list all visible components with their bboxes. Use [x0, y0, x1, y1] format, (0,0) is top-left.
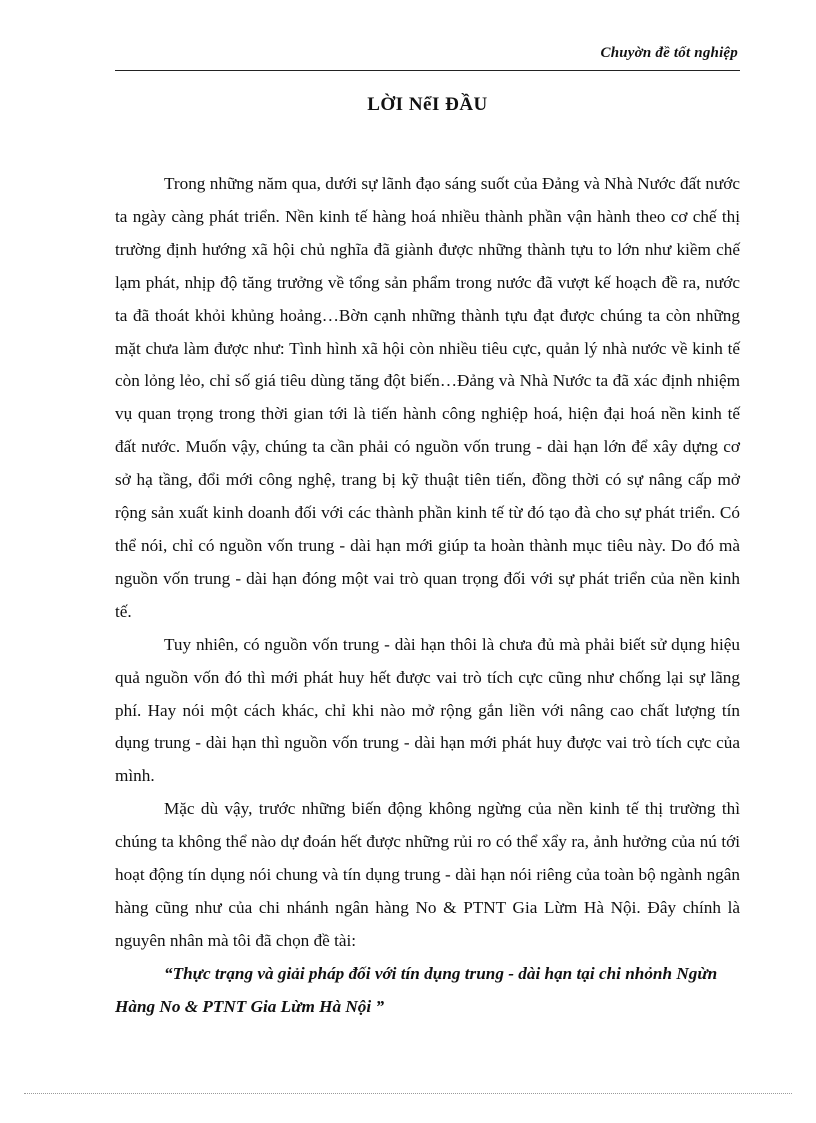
- page-title: LỜI NểI ĐẦU: [367, 94, 488, 115]
- thesis-title: “Thực trạng và giải pháp đối với tín dụng trung - dài hạn tại chi nhỏnh Ngừn Hàng No & PTNT Gia Lừm Hà Nội ”: [115, 963, 718, 1016]
- footer-divider: [24, 1093, 792, 1094]
- document-body: [115, 168, 740, 1024]
- paragraph-2: Tuy nhiên, có nguồn vốn trung - dài hạn thôi là chưa đủ mà phải biết sử dụng hiệu quả nguồn vốn đó thì mới phát huy hết được vai trò tích cực cũng như chống lại sự lãng phí. Hay nói một cách khác, chỉ khi nào mở rộng gắn liền với nâng cao chất lượng tín dụng trung - dài hạn thì nguồn vốn trung - dài hạn mới phát huy được vai trò tích cực của mình.: [115, 634, 740, 786]
- running-header: Chuyờn đề tốt nghiệp: [600, 45, 738, 61]
- paragraph-1: Trong những năm qua, dưới sự lãnh đạo sáng suốt của Đảng và Nhà Nước đất nước ta ngày càng phát triển. Nền kinh tế hàng hoá nhiều thành phần vận hành theo cơ chế thị trường định hướng xã hội chủ nghĩa đã giành được những thành tựu to lớn như kiềm chế lạm phát, nhịp độ tăng trưởng về tổng sản phẩm trong nước đã vượt kế hoạch đề ra, nước ta đã thoát khỏi khủng hoảng…Bờn cạnh những thành tựu đạt được chúng ta còn những mặt chưa làm được như: Tình hình xã hội còn nhiều tiêu cực, quản lý nhà nước về kinh tế còn lỏng lẻo, chỉ số giá tiêu dùng tăng đột biến…Đảng và Nhà Nước ta đã xác định nhiệm vụ quan trọng trong thời gian tới là tiến hành công nghiệp hoá, hiện đại hoá nền kinh tế đất nước. Muốn vậy, chúng ta cần phải có nguồn vốn trung - dài hạn lớn để xây dựng cơ sở hạ tầng, đổi mới công nghệ, trang bị kỹ thuật tiên tiến, đồng thời có sự nâng cấp mở rộng sản xuất kinh doanh đối với các thành phần kinh tế từ đó tạo đà cho sự phát triển. Có thể nói, chỉ có nguồn vốn trung - dài hạn mới giúp ta hoàn thành mục tiêu này. Do đó mà nguồn vốn trung - dài hạn đóng một vai trò quan trọng đối với sự phát triển của nền kinh tế.: [115, 174, 740, 621]
- header-divider: [115, 70, 740, 71]
- paragraph-3: Mặc dù vậy, trước những biến động không ngừng của nền kinh tế thị trường thì chúng ta không thể nào dự đoán hết được những rủi ro có thể xẩy ra, ảnh hưởng của nú tới hoạt động tín dụng nói chung và tín dụng trung - dài hạn nói riêng của toàn bộ ngành ngân hàng cũng như của chi nhánh ngân hàng No & PTNT Gia Lừm Hà Nội. Đây chính là nguyên nhân mà tôi đã chọn đề tài:: [115, 799, 740, 950]
